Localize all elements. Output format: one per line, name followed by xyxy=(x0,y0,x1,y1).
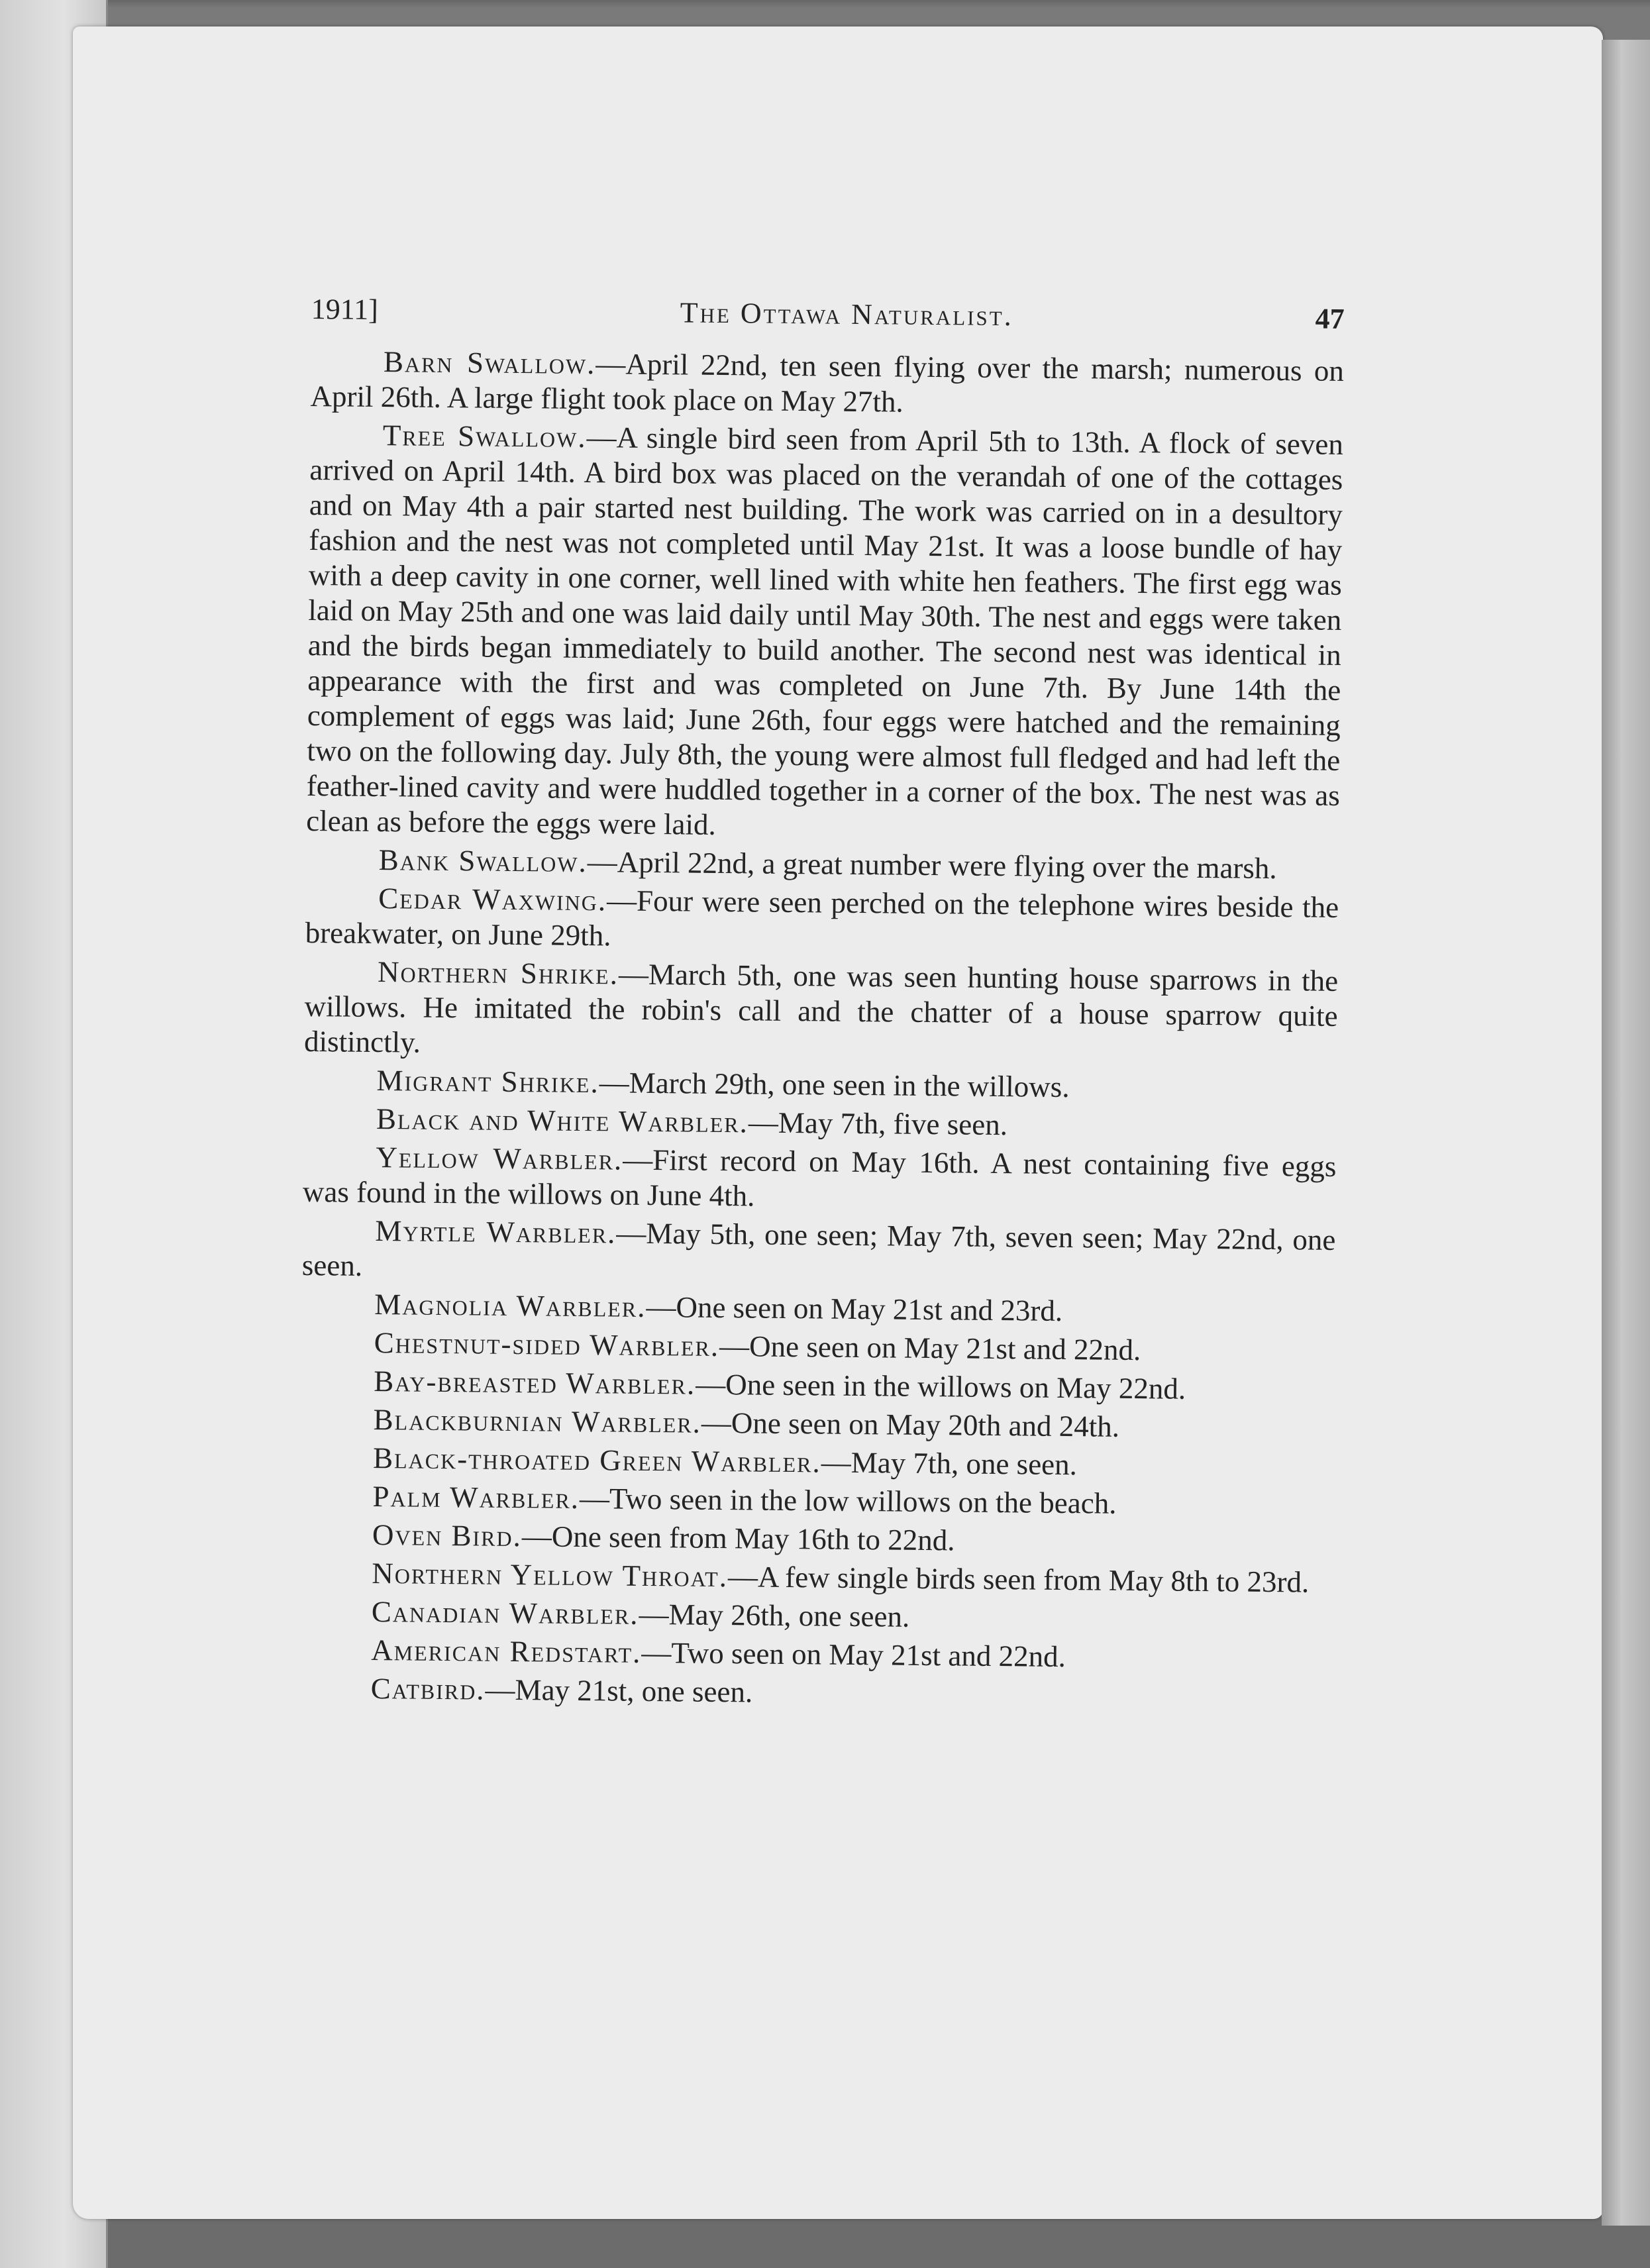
entry-text: —A single bird seen from April 5th to 13th. A flock of seven arrived on April 14th. A bird box was placed on the verandah of one of the cottages and on May 4th a pair started nest building. The work was carried on in a desultory fashion and the nest was not completed until May 21st. It was a loose bundle of hay with a deep cavity in one corner, well lined with white hen feathers. The first egg was laid on May 25th and one was laid daily until May 30th. The nest and eggs were taken and the birds began immediately to build another. The second nest was identical in appearance with the first and was completed on June 7th. By June 14th the complement of eggs was laid; June 26th, four eggs were hatched and the remaining two on the following day. July 8th, the young were almost full fledged and had left the feather-lined cavity and were huddled together in a corner of the box. The nest was as clean as before the eggs were laid. xyxy=(306,421,1344,841)
entry-text: —May 26th, one seen. xyxy=(639,1597,910,1633)
species-name: Myrtle Warbler. xyxy=(375,1213,617,1250)
entry-text: —May 21st, one seen. xyxy=(485,1673,753,1709)
species-name: Barn Swallow. xyxy=(383,345,596,381)
entry-text: —Two seen on May 21st and 22nd. xyxy=(641,1635,1066,1674)
species-name: Black-throated Green Warbler. xyxy=(372,1441,821,1479)
species-entry xyxy=(300,1402,1333,1447)
species-entry xyxy=(306,417,1343,849)
species-entry xyxy=(304,954,1338,1069)
entry-text: —One seen on May 21st and 22nd. xyxy=(719,1329,1141,1367)
species-entry xyxy=(310,344,1344,424)
entry-text: —April 22nd, ten seen flying over the marsh; numerous on April 26th. A large flight took place on May 27th. xyxy=(310,347,1345,419)
species-name: Yellow Warbler. xyxy=(376,1140,623,1176)
species-name: Cedar Waxwing. xyxy=(378,882,607,917)
species-name: Northern Yellow Throat. xyxy=(372,1556,729,1594)
species-name: Catbird. xyxy=(370,1671,486,1706)
entry-text: —First record on May 16th. A nest containing five eggs was found in the willows on June 4th. xyxy=(302,1143,1337,1213)
entry-text: —One seen in the willows on May 22nd. xyxy=(695,1367,1186,1406)
species-entry xyxy=(299,1555,1332,1600)
species-entry xyxy=(301,1286,1335,1331)
page-number: 47 xyxy=(1315,302,1345,335)
header-year: 1911] xyxy=(311,292,379,326)
species-name: Tree Swallow. xyxy=(382,419,587,454)
entry-text: —March 5th, one was seen hunting house sparrows in the willows. He imitated the robin's call and the chatter of a house sparrow quite distinctly. xyxy=(303,957,1339,1059)
species-name: Oven Bird. xyxy=(372,1518,523,1553)
species-name: Migrant Shrike. xyxy=(376,1064,599,1100)
species-entry xyxy=(299,1478,1333,1523)
species-name: Canadian Warbler. xyxy=(371,1594,639,1631)
entry-text: —May 5th, one seen; May 7th, seven seen; May 22nd, one seen. xyxy=(301,1216,1336,1282)
species-entry xyxy=(299,1594,1332,1639)
journal-title: The Ottawa Naturalist. xyxy=(680,296,1013,333)
entry-text: —Four were seen perched on the telephone wires beside the breakwater, on June 29th. xyxy=(305,884,1339,953)
entry-text: —March 29th, one seen in the willows. xyxy=(599,1066,1070,1104)
entry-text: —Two seen in the low willows on the beach. xyxy=(579,1481,1117,1520)
entry-text: —One seen on May 21st and 23rd. xyxy=(646,1290,1063,1327)
species-name: Black and White Warbler. xyxy=(376,1102,749,1139)
species-name: Bay-breasted Warbler. xyxy=(373,1364,696,1401)
entry-text: —May 7th, one seen. xyxy=(821,1445,1078,1482)
entry-text: —One seen from May 16th to 22nd. xyxy=(521,1520,955,1557)
species-entry xyxy=(301,1363,1334,1408)
species-name: American Redstart. xyxy=(371,1633,642,1669)
entry-text: —One seen on May 20th and 24th. xyxy=(701,1406,1120,1443)
species-entry xyxy=(302,1213,1336,1293)
species-name: Chestnut-sided Warbler. xyxy=(374,1325,720,1363)
species-entry xyxy=(306,842,1339,887)
page-text xyxy=(297,291,1344,1719)
species-entry xyxy=(298,1632,1331,1677)
species-name: Northern Shrike. xyxy=(377,955,619,991)
species-name: Magnolia Warbler. xyxy=(374,1287,646,1323)
species-entry xyxy=(300,1440,1333,1485)
entry-text: —A few single birds seen from May 8th to 23rd. xyxy=(727,1560,1310,1599)
page-stack-edge xyxy=(1602,40,1650,2226)
species-entry xyxy=(303,1101,1337,1146)
entry-text: —April 22nd, a great number were flying over the marsh. xyxy=(587,845,1277,886)
species-entry xyxy=(298,1671,1331,1716)
species-entry xyxy=(303,1062,1337,1108)
species-entry xyxy=(299,1517,1333,1562)
species-name: Blackburnian Warbler. xyxy=(373,1402,702,1439)
species-name: Palm Warbler. xyxy=(372,1479,580,1515)
entry-text: —May 7th, five seen. xyxy=(748,1106,1008,1142)
species-entry xyxy=(303,1139,1337,1219)
species-entry xyxy=(301,1325,1335,1370)
species-name: Bank Swallow. xyxy=(378,843,588,879)
species-entry xyxy=(305,880,1339,960)
